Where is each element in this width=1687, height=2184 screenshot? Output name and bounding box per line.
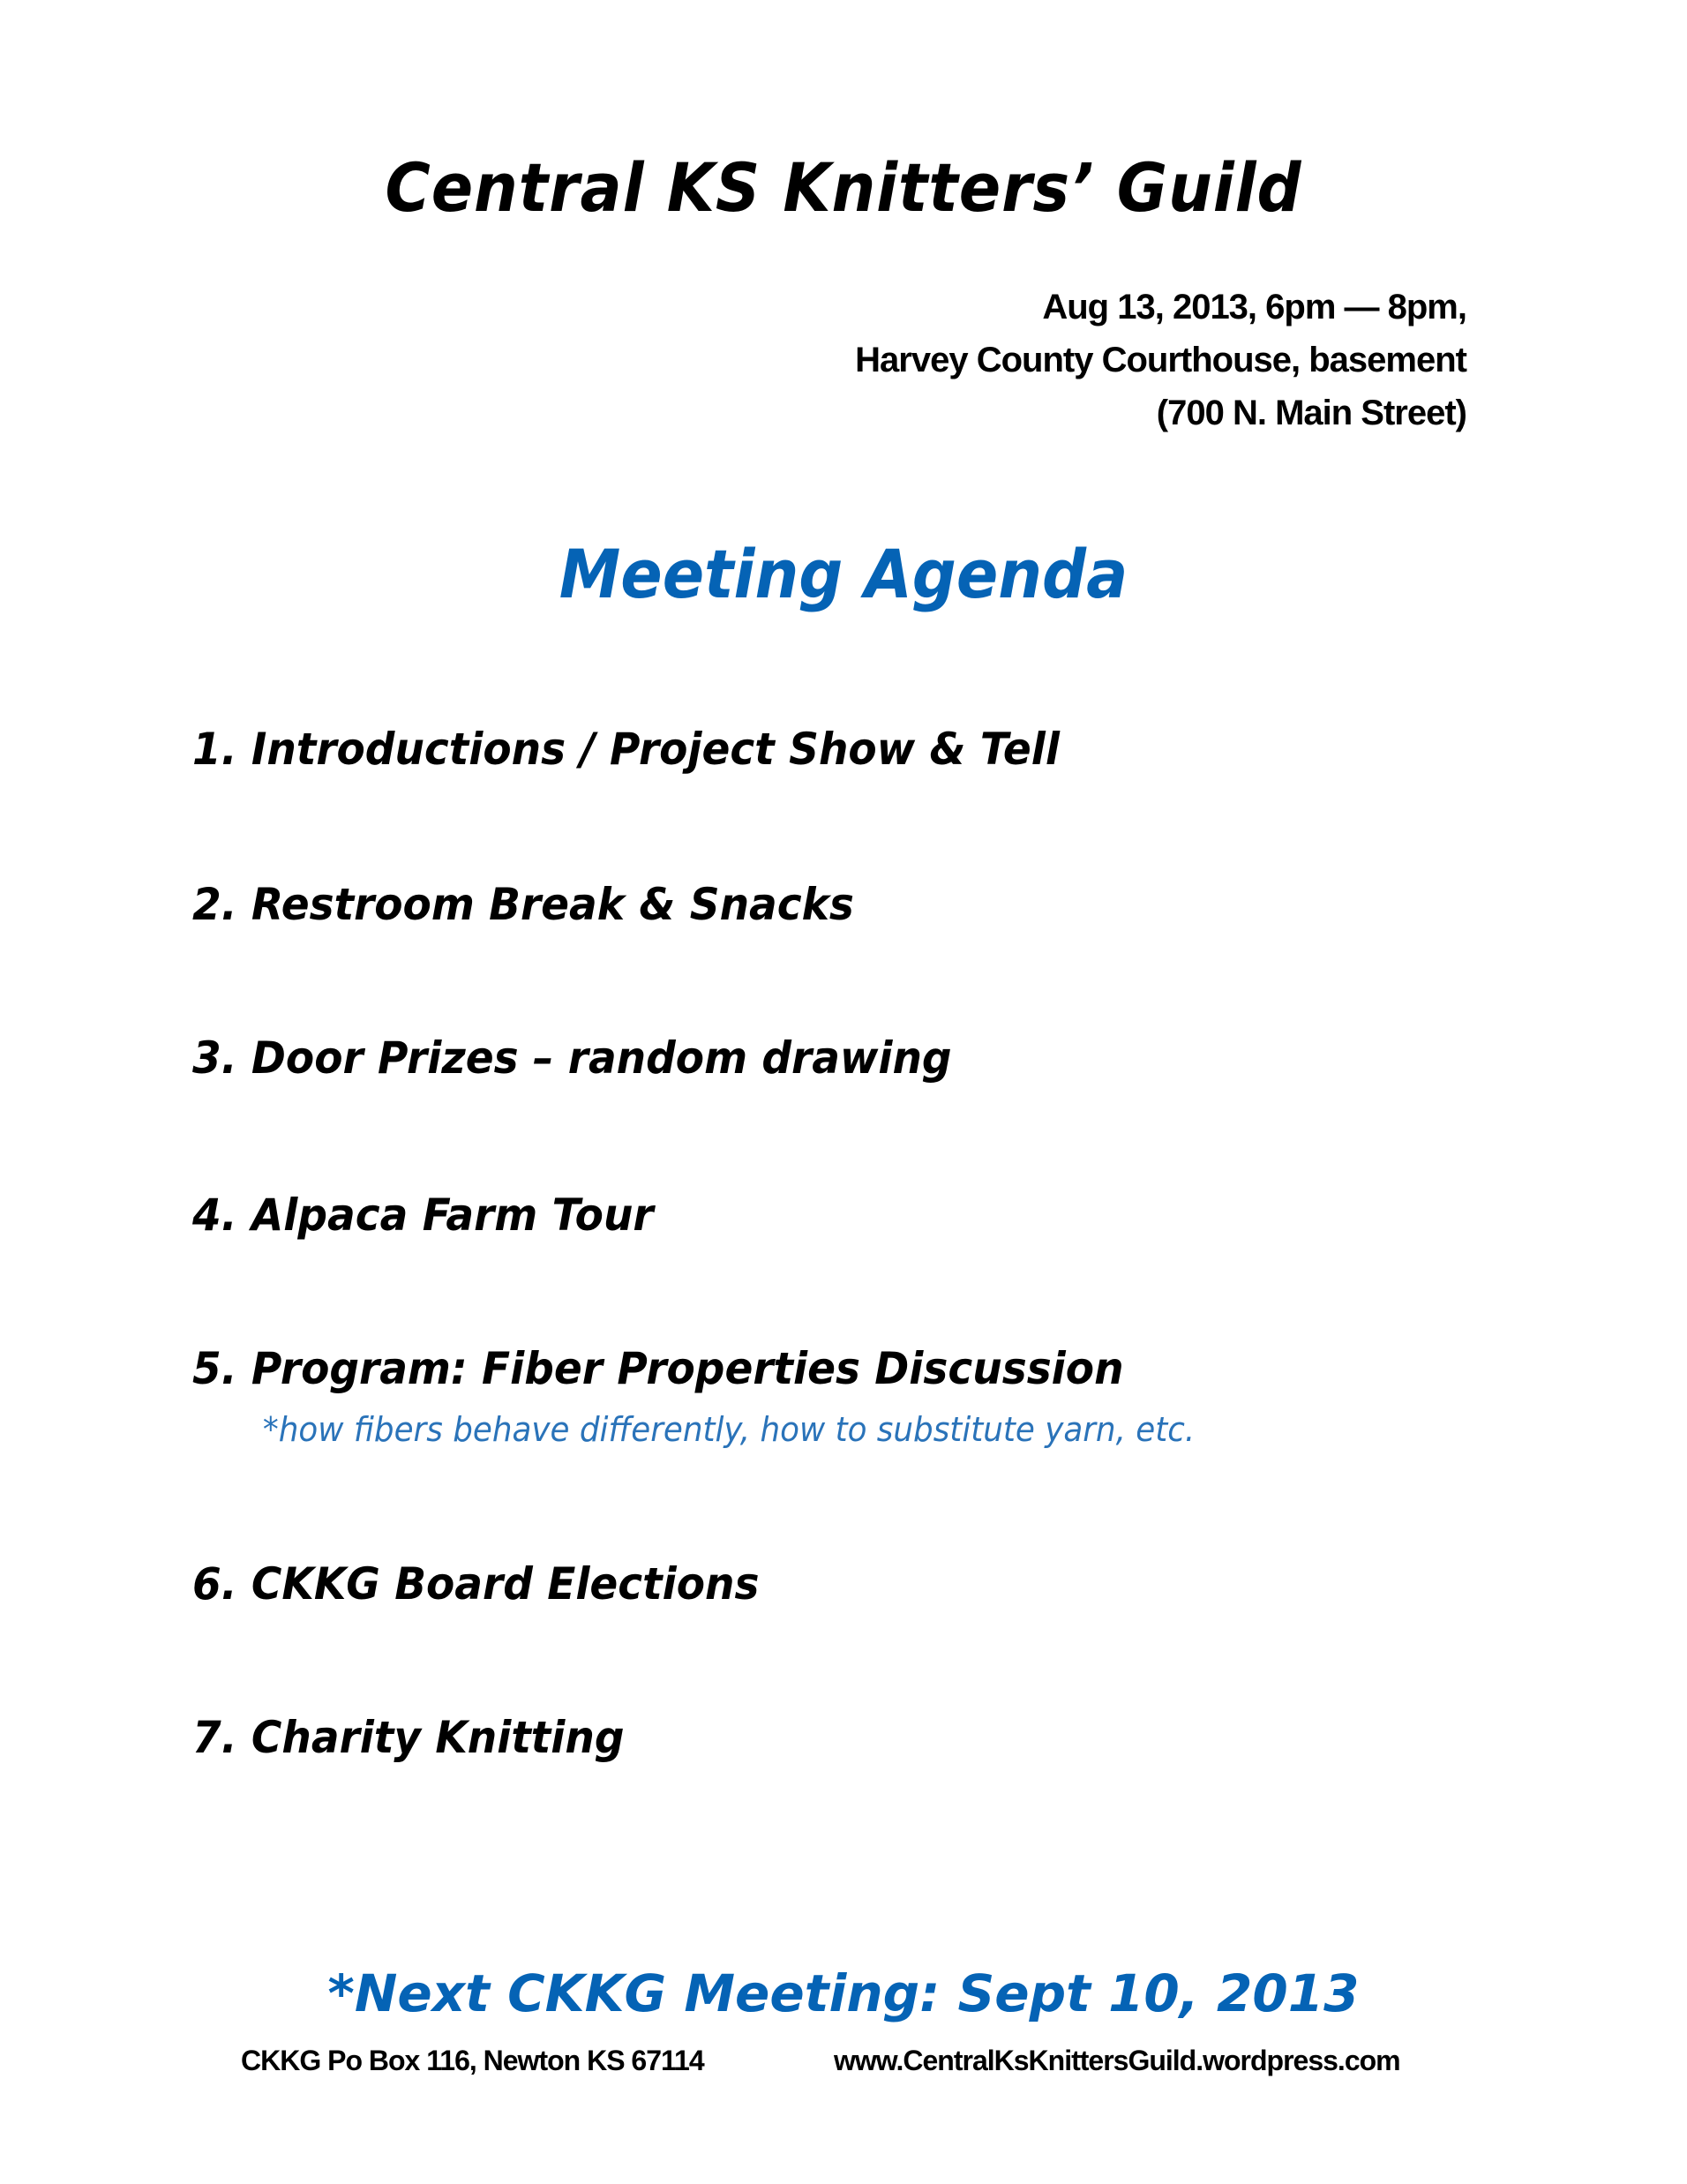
agenda-item-label: 3. Door Prizes – random drawing (192, 1032, 952, 1084)
agenda-item-label: 7. Charity Knitting (192, 1712, 625, 1763)
agenda-item (192, 1343, 1196, 1449)
agenda-item-label: 5. Program: Fiber Properties Discussion (192, 1343, 1124, 1394)
agenda-item (192, 1712, 624, 1763)
meeting-address: (700 N. Main Street) (1156, 394, 1466, 432)
agenda-item-label: 6. CKKG Board Elections (192, 1558, 760, 1610)
meeting-location: Harvey County Courthouse, basement (855, 341, 1466, 379)
agenda-item (192, 879, 854, 930)
next-meeting-notice: *Next CKKG Meeting: Sept 10, 2013 (327, 1963, 1360, 2023)
agenda-item-label: 1. Introductions / Project Show & Tell (192, 724, 1060, 775)
agenda-title: Meeting Agenda (559, 535, 1128, 613)
agenda-item-label: 2. Restroom Break & Snacks (192, 879, 854, 930)
agenda-item (192, 1032, 952, 1084)
agenda-item-label: 4. Alpaca Farm Tour (192, 1190, 654, 1241)
agenda-item (192, 1558, 759, 1610)
agenda-item (192, 724, 1060, 775)
meeting-date-time: Aug 13, 2013, 6pm — 8pm, (1042, 288, 1466, 326)
guild-title: Central KS Knitters’ Guild (385, 148, 1302, 227)
agenda-item-note: *how fibers behave differently, how to substitute yarn, etc. (262, 1410, 1196, 1449)
meeting-info (855, 281, 1466, 439)
agenda-item (192, 1190, 654, 1241)
footer-website-link[interactable]: www.CentralKsKnittersGuild.wordpress.com (834, 2045, 1400, 2076)
footer-address: CKKG Po Box 116, Newton KS 67114 (241, 2045, 704, 2076)
